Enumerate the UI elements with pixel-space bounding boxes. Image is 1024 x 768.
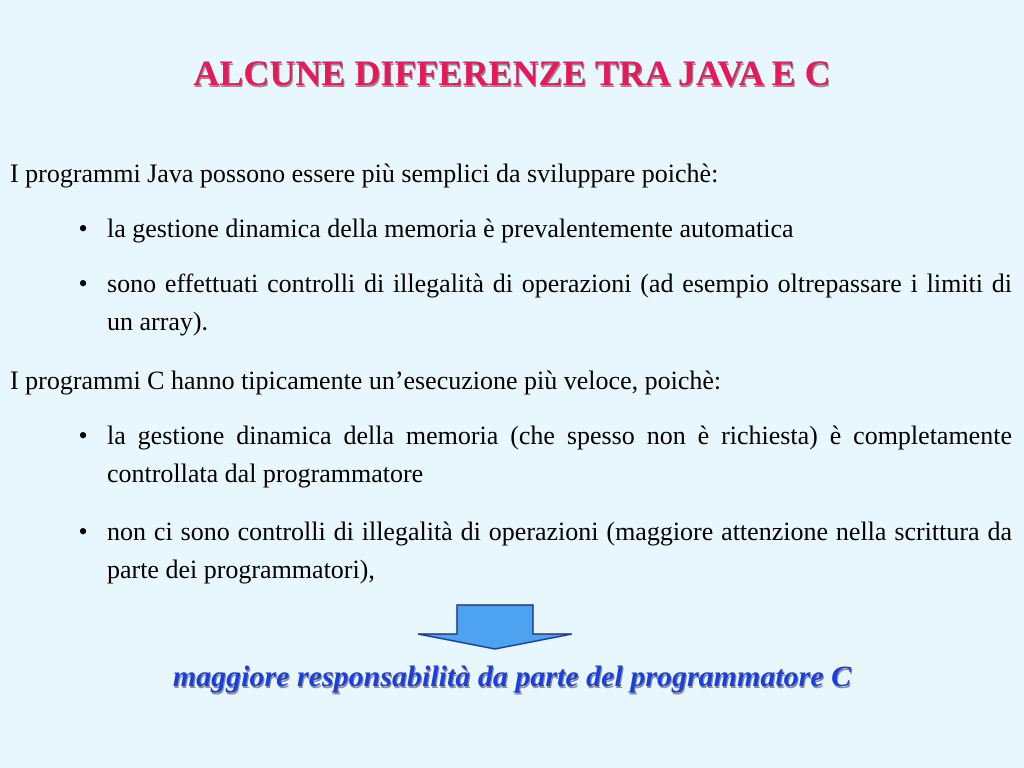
java-bullet-2-text: sono effettuati controlli di illegalità di operazioni (ad esempio oltrepassare i limiti di un array).: [107, 269, 1012, 336]
bullet-icon: •: [78, 421, 88, 450]
java-bullet-1: [72, 210, 1012, 248]
c-bullet-2: [72, 513, 1012, 589]
java-intro: I programmi Java possono essere più semplici da sviluppare poichè:: [10, 159, 719, 188]
java-bullet-1-text: la gestione dinamica della memoria è prevalentemente automatica: [107, 214, 794, 243]
c-bullet-1: [72, 417, 1012, 493]
java-bullet-2: [72, 265, 1012, 341]
conclusion-text: maggiore responsabilità da parte del programmatore C: [172, 660, 852, 693]
c-bullet-1-text: la gestione dinamica della memoria (che spesso non è richiesta) è completamente controllata dal programmatore: [107, 421, 1012, 488]
bullet-icon: •: [78, 269, 88, 298]
bullet-icon: •: [78, 214, 88, 243]
bullet-icon: •: [78, 517, 88, 546]
c-intro: I programmi C hanno tipicamente un’esecuzione più veloce, poichè:: [10, 366, 722, 395]
down-arrow-icon: [416, 604, 574, 650]
c-bullet-2-text: non ci sono controlli di illegalità di operazioni (maggiore attenzione nella scrittura da parte dei programmatori),: [107, 517, 1012, 584]
slide-title: ALCUNE DIFFERENZE TRA JAVA E C: [193, 53, 831, 93]
